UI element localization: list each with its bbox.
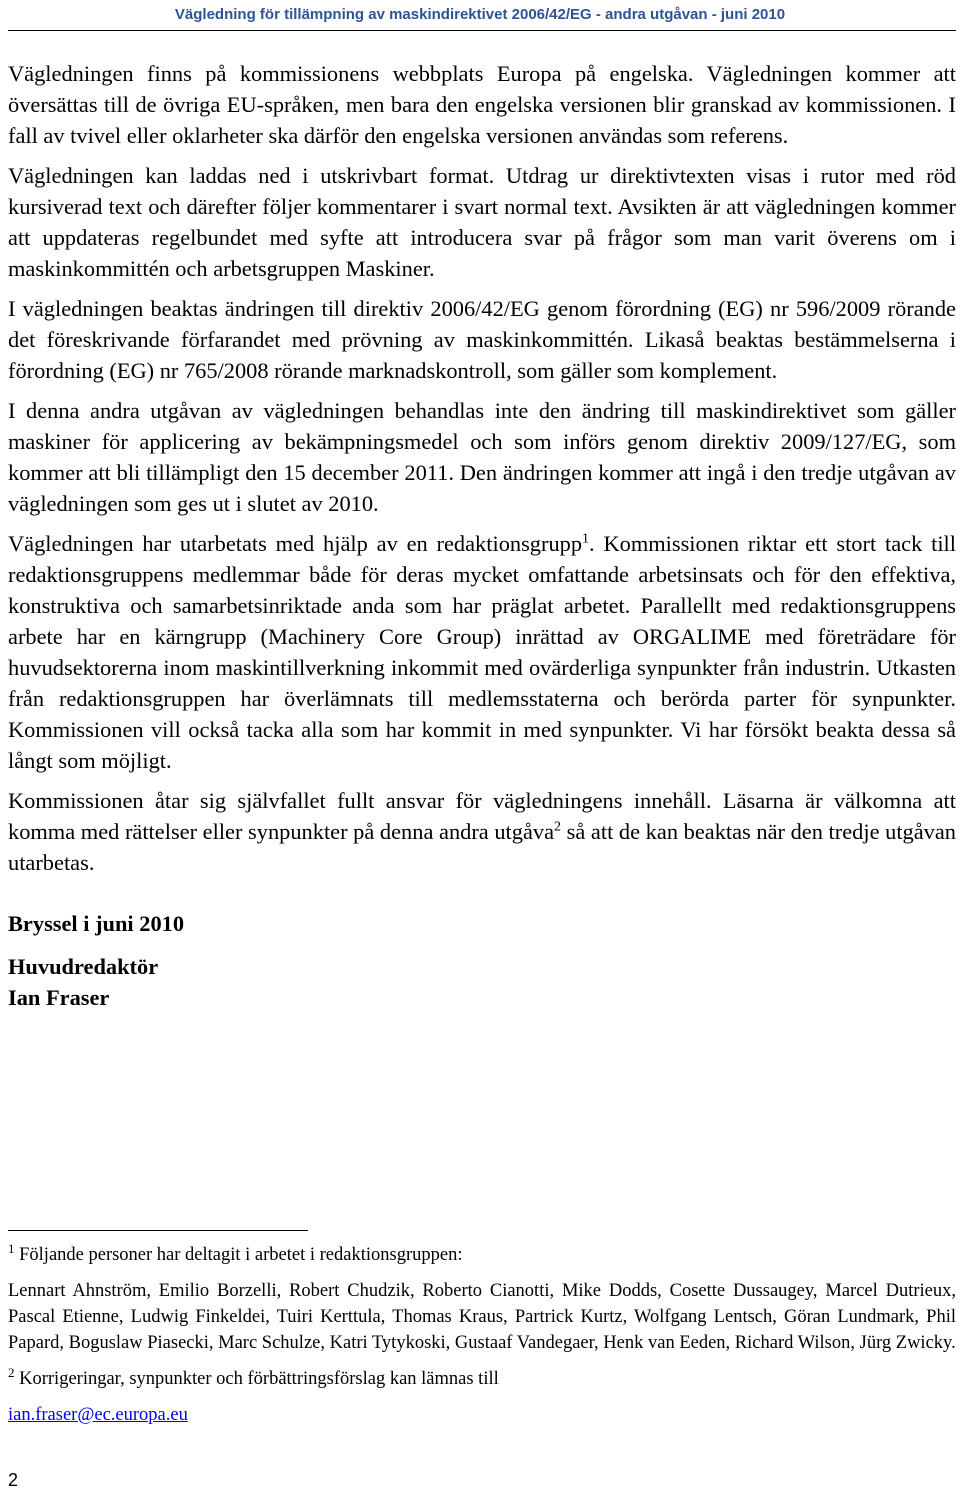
paragraph-second-edition: I denna andra utgåvan av vägledningen behandlas inte den ändring till maskindirektivet som gäller maskiner för applicering av bekämpningsmedel och som införs genom direktiv 2009/127/EG, som kommer att bli tillämpligt den 15 december 2011. Den ändringen kommer att ingå i den tredje utgåvan av vägledningen som ges ut i slutet av 2010.	[8, 398, 956, 516]
footnote-1-text: Följande personer har deltagit i arbetet i redaktionsgruppen:	[14, 1245, 463, 1265]
footnote-ref-1[interactable]: 1	[582, 531, 590, 547]
footnote-2-text: Korrigeringar, synpunkter och förbättringsförslag kan lämnas till	[14, 1369, 499, 1389]
acknowledgements-text-start: Vägledningen har utarbetats med hjälp av en redaktionsgrupp	[8, 531, 583, 556]
paragraph-format: Vägledningen kan laddas ned i utskrivbart format. Utdrag ur direktivtexten visas i rutor med röd kursiverad text och därefter följer kommentarer i svart normal text. Avsikten är att vägledningen kommer att uppdateras regelbundet med syfte att introducera svar på frågor som man varit överens om i maskinkommittén och arbetsgruppen Maskiner.	[8, 163, 956, 281]
footnote-2-email-line	[8, 1402, 956, 1428]
footnote-1-number: 1	[8, 1240, 15, 1256]
footnote-divider	[8, 1230, 308, 1231]
paragraph-amendments: I vägledningen beaktas ändringen till direktiv 2006/42/EG genom förordning (EG) nr 596/2009 rörande det föreskrivande förfarandet med prövning av maskinkommittén. Likaså beaktas bestämmelserna i förordning (EG) nr 765/2008 rörande marknadskontroll, som gäller som komplement.	[8, 296, 956, 383]
signature-place-date: Bryssel i juni 2010	[8, 911, 185, 936]
page-number: 2	[8, 1470, 19, 1490]
paragraph-acknowledgements	[8, 528, 956, 776]
document-body	[8, 58, 956, 1013]
running-header: Vägledning för tillämpning av maskindirektivet 2006/42/EG - andra utgåvan - juni 2010	[174, 6, 786, 23]
responsibility-text-start: Kommissionen åtar sig självfallet fullt ansvar för vägledningens innehåll. Läsarna är välkomna att komma med rättelser eller synpunkter på denna andra utgåva	[8, 788, 956, 844]
paragraph-responsibility	[8, 785, 956, 878]
signature-name: Ian Fraser	[8, 985, 110, 1010]
paragraph-availability: Vägledningen finns på kommissionens webbplats Europa på engelska. Vägledningen kommer att översättas till de övriga EU-språken, men bara den engelska versionen blir granskad av kommissionen. I fall av tvivel eller oklarheter ska därför den engelska versionen användas som referens.	[8, 61, 956, 148]
footnote-2-number: 2	[8, 1364, 15, 1380]
signature-role: Huvudredaktör	[8, 954, 159, 979]
email-link[interactable]: ian.fraser@ec.europa.eu	[8, 1405, 188, 1425]
signature-block	[8, 908, 956, 1013]
footnotes	[8, 1242, 956, 1438]
footnote-1-names: Lennart Ahnström, Emilio Borzelli, Robert Chudzik, Roberto Cianotti, Mike Dodds, Cosette Dussaugey, Marcel Dutrieux, Pascal Etienne, Ludwig Finkeldei, Tuiri Kerttula, Thomas Kraus, Partrick Kurtz, Wolfgang Lentsch, Göran Lundmark, Phil Papard, Boguslaw Piasecki, Marc Schulze, Katri Tytykoski, Gustaaf Vandegaer, Henk van Eeden, Richard Wilson, Jürg Zwicky.	[8, 1281, 956, 1353]
footnote-2	[8, 1366, 956, 1392]
footnote-1	[8, 1242, 956, 1268]
responsibility-text-end: så att de kan beaktas när den tredje utgåvan utarbetas.	[8, 819, 957, 875]
header-divider	[8, 30, 956, 31]
acknowledgements-text-end: . Kommissionen riktar ett stort tack till redaktionsgruppens medlemmar både för deras mycket omfattande arbetsinsats och för den effektiva, konstruktiva och samarbetsinriktade anda som har präglat arbetet. Parallellt med redaktionsgruppens arbete har en kärngrupp (Machinery Core Group) inrättad av ORGALIME med företrädare för huvudsektorerna inom maskintillverkning inkommit med ovärderliga synpunkter från industrin. Utkasten från redaktionsgruppen har överlämnats till medlemsstaterna och berörda parter för synpunkter. Kommissionen vill också tacka alla som har kommit in med synpunkter. Vi har försökt beakta dessa så långt som möjligt.	[8, 531, 956, 773]
footnote-ref-2[interactable]: 2	[554, 819, 562, 835]
